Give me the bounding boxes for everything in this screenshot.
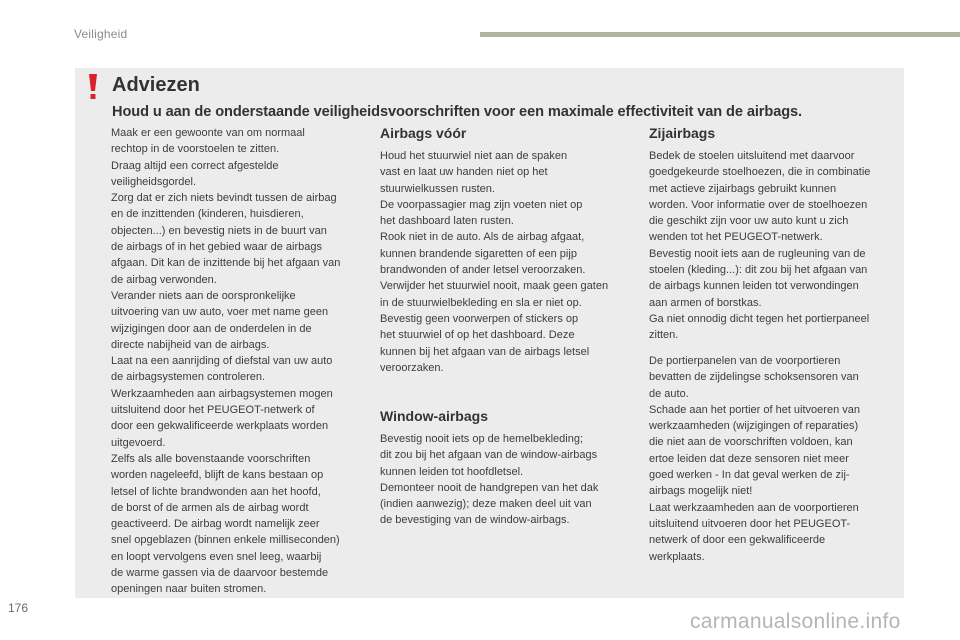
side-airbags-heading: Zijairbags bbox=[649, 125, 716, 141]
text-line: Bevestig geen voorwerpen of stickers op bbox=[380, 312, 579, 325]
text-line: openingen naar buiten stromen. bbox=[111, 583, 267, 596]
text-line: goed werken - In dat geval werken de zij- bbox=[649, 469, 850, 482]
text-line: afgaan. Dit kan de inzittende bij het afgaan van bbox=[111, 257, 341, 270]
page-number: 176 bbox=[8, 601, 29, 615]
text-line: werkzaamheden (wijzigingen of reparaties) bbox=[649, 420, 859, 433]
text-line: Verwijder het stuurwiel nooit, maak geen gaten bbox=[380, 280, 609, 293]
text-line: de airbags of in het gebied waar de airbags bbox=[111, 241, 322, 254]
text-line: kunnen bij het afgaan van de airbags letsel bbox=[380, 345, 590, 358]
text-line: door een gekwalificeerde werkplaats worden bbox=[111, 420, 329, 433]
text-line: veiligheidsgordel. bbox=[111, 175, 196, 188]
text-line: vast en laat uw handen niet op het bbox=[380, 166, 548, 179]
text-line: uitgevoerd. bbox=[111, 436, 166, 449]
text-line: Demonteer nooit de handgrepen van het dak bbox=[380, 481, 599, 494]
text-line: Ga niet onnodig dicht tegen het portierpaneel bbox=[649, 312, 870, 325]
window-airbags-text bbox=[380, 431, 636, 529]
text-line: worden. Voor informatie over de stoelhoezen bbox=[649, 198, 868, 211]
text-line: worden nageleefd, blijft de kans bestaan op bbox=[111, 469, 324, 482]
text-line: zitten. bbox=[649, 329, 679, 342]
text-line: veroorzaken. bbox=[380, 361, 444, 374]
text-line: de auto. bbox=[649, 387, 689, 400]
text-line: objecten...) en bevestig niets in de buurt van bbox=[111, 224, 327, 237]
text-line: uitsluitend door het PEUGEOT-netwerk of bbox=[111, 404, 315, 417]
text-line: en de inzittenden (kinderen, huisdieren, bbox=[111, 208, 304, 221]
text-line: in de stuurwielbekleding en sla er niet op. bbox=[380, 296, 582, 309]
text-line: Draag altijd een correct afgestelde bbox=[111, 159, 279, 172]
text-line: wenden tot het PEUGEOT-netwerk. bbox=[649, 231, 823, 244]
left-column bbox=[111, 125, 369, 598]
text-line: de airbag verwonden. bbox=[111, 273, 217, 286]
text-line: directe nabijheid van de airbags. bbox=[111, 338, 270, 351]
text-line: Houd het stuurwiel niet aan de spaken bbox=[380, 150, 568, 162]
text-line: kunnen brandende sigaretten of een pijp bbox=[380, 247, 577, 260]
text-line: Bevestig nooit iets op de hemelbekleding; bbox=[380, 433, 584, 445]
text-line: het dashboard laten rusten. bbox=[380, 215, 514, 228]
text-line: aan armen of borstkas. bbox=[649, 296, 762, 309]
text-line: de bevestiging van de window-airbags. bbox=[380, 514, 570, 527]
text-line: uitvoering van uw auto, voer met name geen bbox=[111, 306, 329, 319]
text-line: ertoe leiden dat deze sensoren niet meer bbox=[649, 452, 849, 465]
text-line: letsel of lichte brandwonden aan het hoofd, bbox=[111, 485, 321, 498]
text-line: De portierpanelen van de voorportieren bbox=[649, 355, 841, 367]
text-line: dit zou bij het afgaan van de window-airbags bbox=[380, 449, 598, 462]
text-line: Maak er een gewoonte van om normaal bbox=[111, 127, 305, 139]
text-line: die niet aan de voorschriften voldoen, kan bbox=[649, 436, 853, 449]
window-airbags-heading: Window-airbags bbox=[380, 408, 488, 424]
front-airbags-heading: Airbags vóór bbox=[380, 125, 467, 141]
text-line: goedgekeurde stoelhoezen, die in combinatie bbox=[649, 166, 871, 179]
text-line: brandwonden of ander letsel veroorzaken. bbox=[380, 264, 586, 277]
text-line: de airbags kunnen leiden tot verwondingen bbox=[649, 280, 859, 293]
text-line: Laat na een aanrijding of diefstal van uw auto bbox=[111, 355, 333, 368]
panel-title: Adviezen bbox=[112, 74, 200, 96]
section-title: Veiligheid bbox=[74, 27, 128, 41]
panel-subtitle: Houd u aan de onderstaande veiligheidsvoorschriften voor een maximale effectiviteit van de airbags. bbox=[112, 104, 802, 120]
text-line: met actieve zijairbags gebruikt kunnen bbox=[649, 182, 837, 195]
text-line: uitsluitend uitvoeren door het PEUGEOT- bbox=[649, 517, 851, 530]
text-line: Zorg dat er zich niets bevindt tussen de airbag bbox=[111, 192, 337, 205]
text-line: Bevestig nooit iets aan de rugleuning van de bbox=[649, 247, 866, 260]
watermark: carmanualsonline.info bbox=[690, 610, 901, 633]
exclamation-icon bbox=[86, 73, 100, 101]
text-line: snel opgeblazen (binnen enkele milliseconden) bbox=[111, 534, 340, 547]
text-line: Bedek de stoelen uitsluitend met daarvoor bbox=[649, 150, 855, 162]
text-line: de warme gassen via de daarvoor bestemde bbox=[111, 567, 329, 580]
text-line: De voorpassagier mag zijn voeten niet op bbox=[380, 198, 583, 211]
text-line: die geschikt zijn voor uw auto kunt u zich bbox=[649, 215, 849, 228]
text-line: stuurwielkussen rusten. bbox=[380, 182, 495, 195]
text-line: stoelen (kleding...): dit zou bij het afgaan van bbox=[649, 264, 868, 277]
text-line: het stuurwiel of op het dashboard. Deze bbox=[380, 329, 575, 342]
door-sensors-text bbox=[649, 353, 901, 565]
text-line: Schade aan het portier of het uitvoeren van bbox=[649, 403, 860, 416]
text-line: Rook niet in de auto. Als de airbag afgaat, bbox=[380, 231, 585, 244]
text-line: de borst of de armen als de airbag wordt bbox=[111, 501, 309, 514]
header-rule bbox=[480, 32, 960, 37]
text-line: de airbagsystemen controleren. bbox=[111, 371, 266, 384]
text-line: kunnen leiden tot hoofdletsel. bbox=[380, 465, 524, 478]
text-line: Verander niets aan de oorspronkelijke bbox=[111, 289, 296, 302]
text-line: werkplaats. bbox=[649, 550, 705, 563]
text-line: bevatten de zijdelingse schoksensoren van bbox=[649, 371, 859, 384]
text-line: geactiveerd. De airbag wordt namelijk zeer bbox=[111, 518, 320, 531]
text-line: airbags mogelijk niet! bbox=[649, 485, 753, 498]
text-line: netwerk of door een gekwalificeerde bbox=[649, 534, 826, 547]
text-line: (indien aanwezig); deze maken deel uit van bbox=[380, 498, 592, 511]
side-airbags-text bbox=[649, 148, 901, 344]
text-line: Laat werkzaamheden aan de voorportieren bbox=[649, 501, 859, 514]
text-line: Werkzaamheden aan airbagsystemen mogen bbox=[111, 387, 333, 400]
front-airbags-text bbox=[380, 148, 636, 376]
text-line: en loopt vervolgens even snel leeg, waarbij bbox=[111, 550, 322, 563]
text-line: wijzigingen door aan de onderdelen in de bbox=[111, 322, 312, 335]
text-line: rechtop in de voorstoelen te zitten. bbox=[111, 143, 280, 156]
text-line: Zelfs als alle bovenstaande voorschriften bbox=[111, 452, 311, 465]
